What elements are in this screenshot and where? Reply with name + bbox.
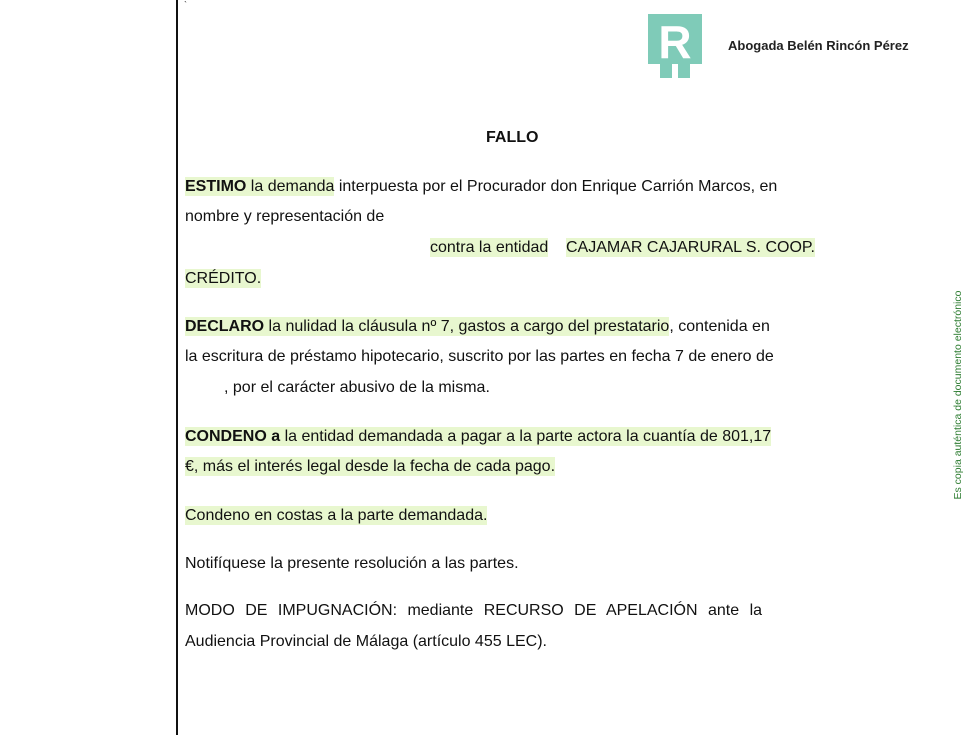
declaro-keyword: DECLARO bbox=[185, 318, 265, 335]
estimo-text: interpuesta por el Procurador don Enrique Carrión Marcos, en bbox=[334, 178, 778, 195]
condeno-keyword: CONDENO a bbox=[185, 428, 281, 445]
estimo-against: contra la entidad bbox=[430, 239, 549, 256]
section-heading: FALLO bbox=[486, 129, 539, 146]
page-margin-line bbox=[176, 0, 178, 735]
firm-logo bbox=[648, 14, 702, 78]
estimo-line-3a bbox=[430, 237, 548, 259]
declaro-line-2: la escritura de préstamo hipotecario, suscrito por las partes en fecha 7 de enero de bbox=[185, 348, 774, 365]
costas-line bbox=[185, 505, 487, 527]
estimo-line-4 bbox=[185, 268, 261, 290]
estimo-highlight: la demanda bbox=[246, 178, 335, 195]
estimo-entity-end: CRÉDITO. bbox=[185, 270, 262, 287]
corner-mark: ` bbox=[184, 0, 187, 10]
declaro-line-3: , por el carácter abusivo de la misma. bbox=[224, 379, 490, 396]
authenticity-note-text: Es copia auténtica de documento electrónico bbox=[952, 290, 964, 500]
declaro-text: , contenida en bbox=[669, 318, 770, 335]
condeno-line-2 bbox=[185, 456, 555, 478]
declaro-line-1 bbox=[185, 316, 846, 338]
notificacion-line: Notifíquese la presente resolución a las partes. bbox=[185, 555, 519, 572]
declaro-highlight: la nulidad la cláusula nº 7, gastos a cargo del prestatario bbox=[264, 318, 670, 335]
firm-name: Abogada Belén Rincón Pérez bbox=[728, 38, 909, 53]
estimo-keyword: ESTIMO bbox=[185, 178, 247, 195]
condeno-text-2: €, más el interés legal desde la fecha de cada pago. bbox=[185, 458, 556, 475]
estimo-line-3b bbox=[566, 237, 815, 259]
costas-text: Condeno en costas a la parte demandada. bbox=[185, 507, 488, 524]
impugnacion-line-1: MODO DE IMPUGNACIÓN: mediante RECURSO DE APELACIÓN ante la bbox=[185, 602, 763, 619]
estimo-entity: CAJAMAR CAJARURAL S. COOP. bbox=[566, 239, 815, 256]
condeno-line-1 bbox=[185, 426, 771, 448]
logo-letter: R bbox=[658, 16, 692, 68]
condeno-text: la entidad demandada a pagar a la parte actora la cuantía de 801,17 bbox=[280, 428, 772, 445]
estimo-line-1 bbox=[185, 176, 846, 198]
estimo-line-2: nombre y representación de bbox=[185, 208, 385, 225]
impugnacion-line-2: Audiencia Provincial de Málaga (artículo 455 LEC). bbox=[185, 633, 547, 650]
